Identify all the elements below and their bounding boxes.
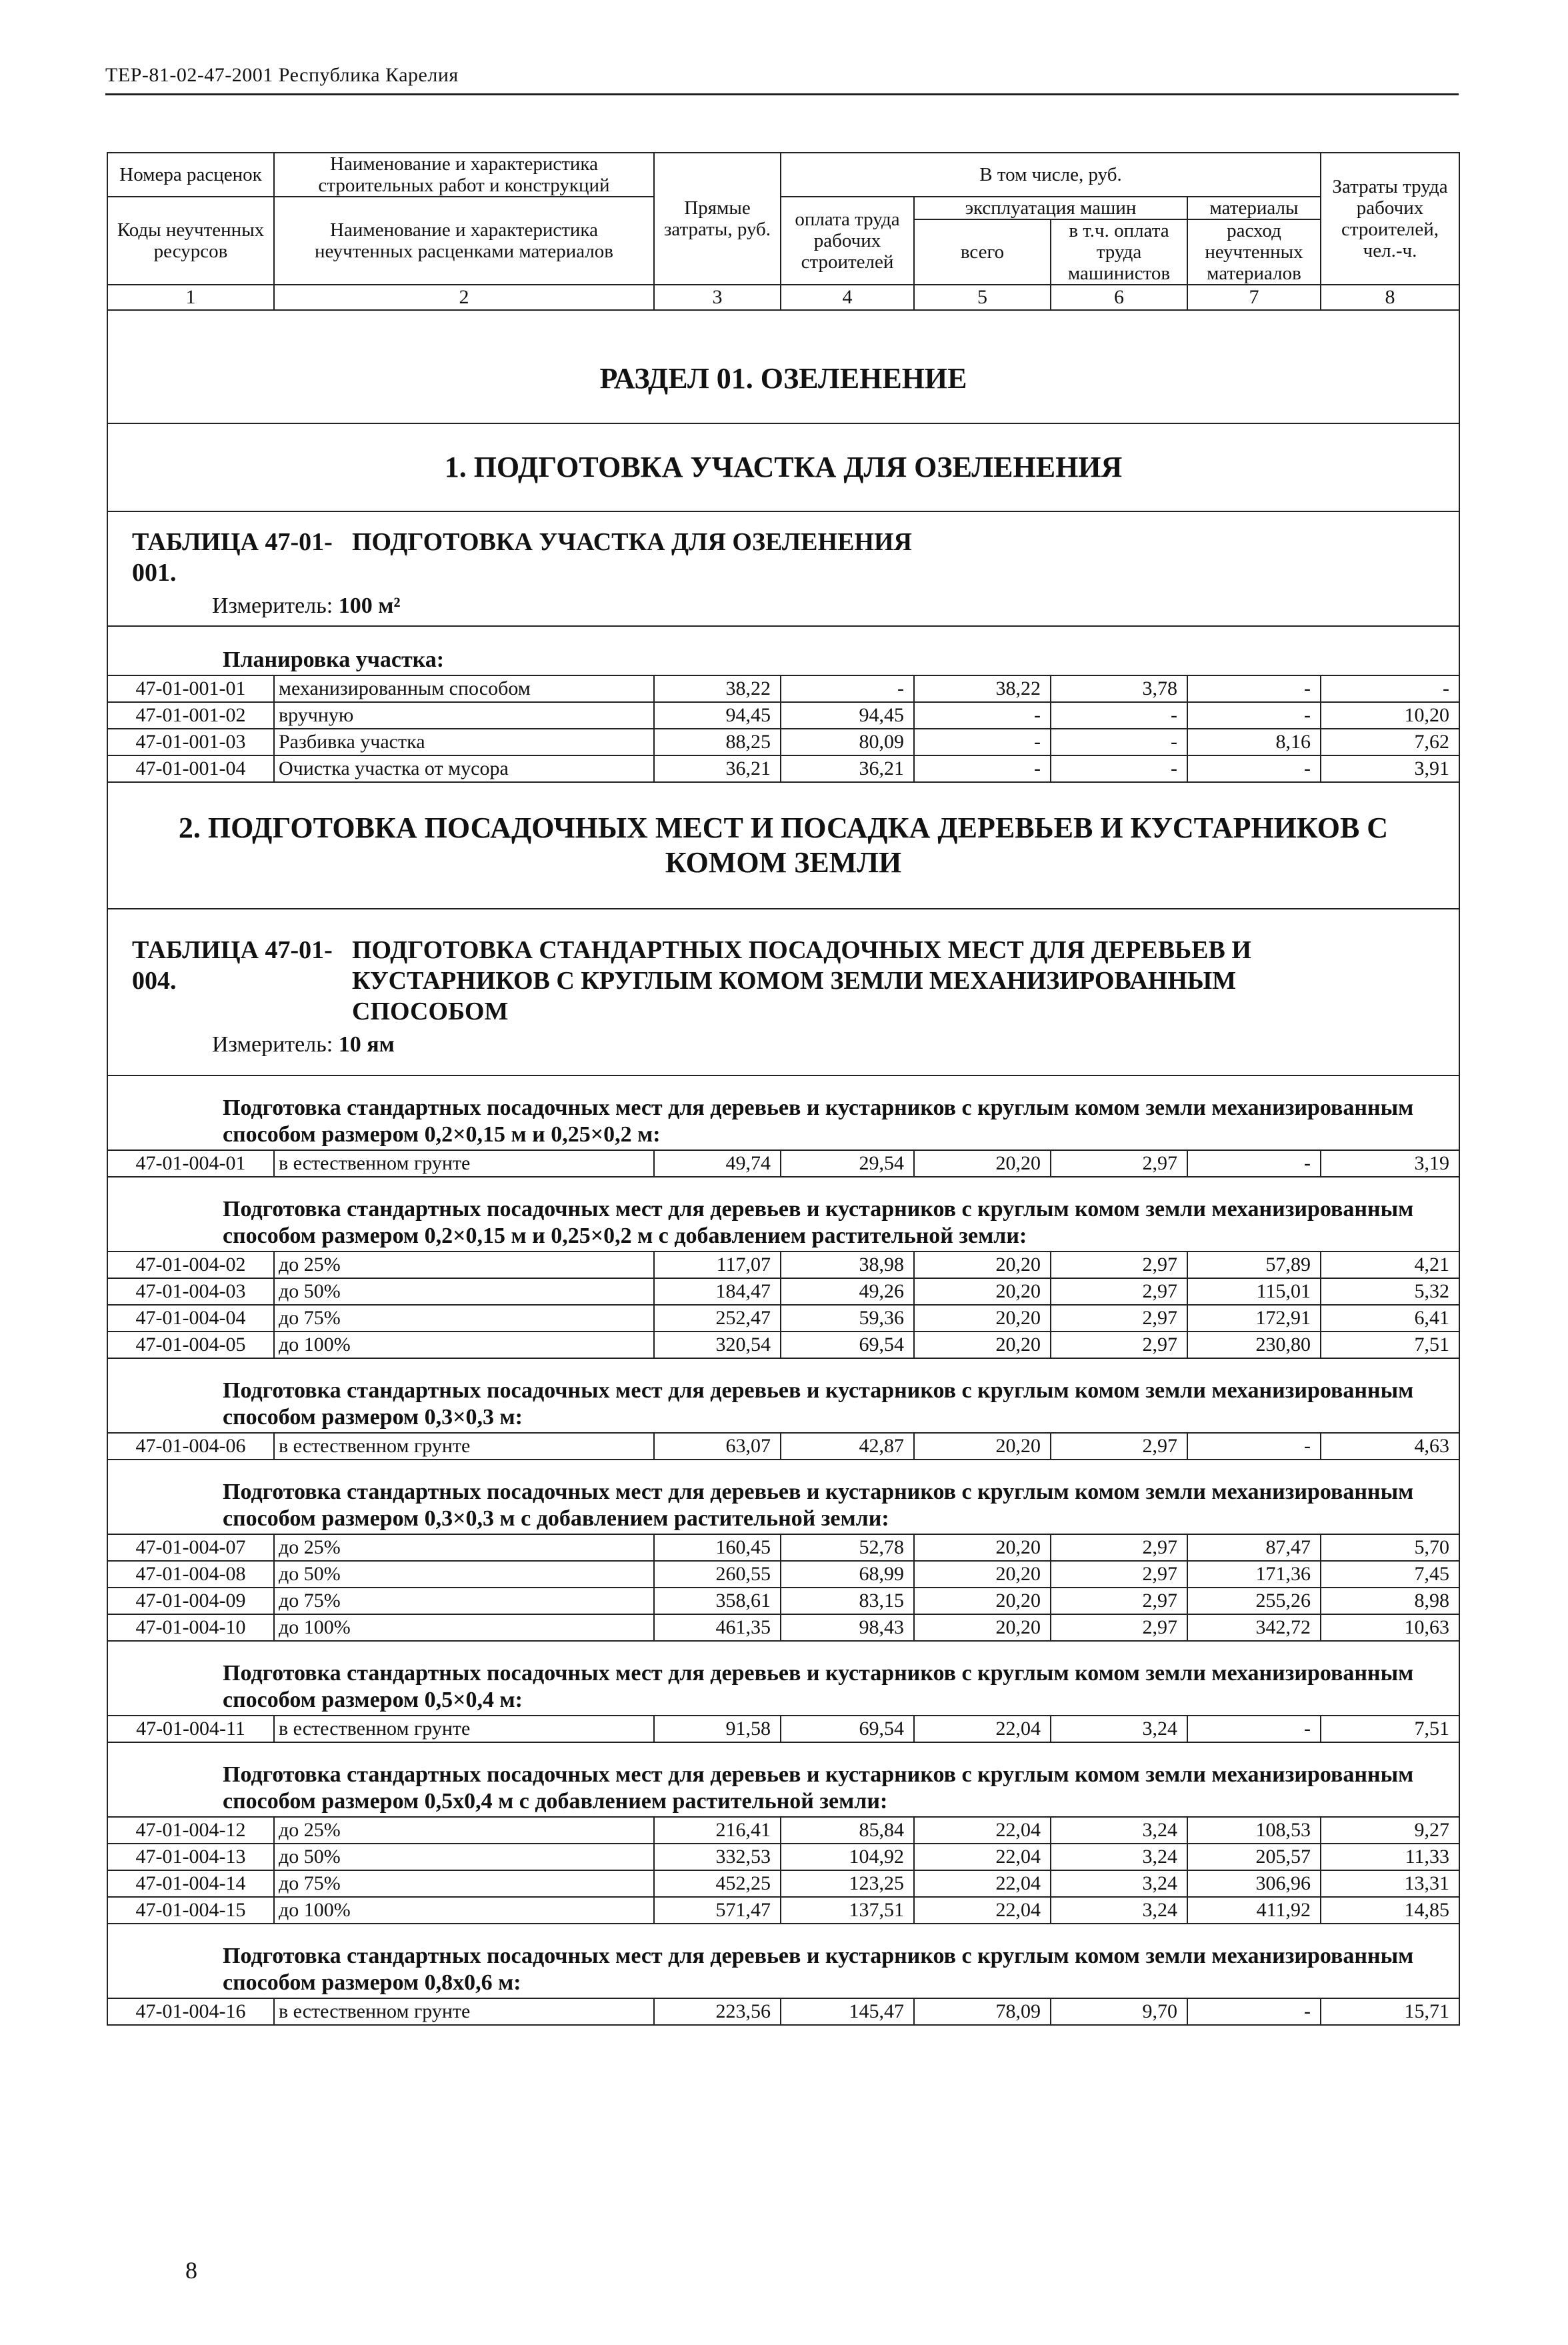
table-row xyxy=(107,1817,1459,1844)
work-name: вручную xyxy=(274,702,654,729)
work-name: до 25% xyxy=(274,1252,654,1278)
group-heading: Подготовка стандартных посадочных мест для деревьев и кустарников с круглым комом земли механизированным способом размером 0,5x0,4 м с добавлением растительной земли: xyxy=(107,1742,1459,1817)
cost-value: 4,21 xyxy=(1321,1252,1459,1278)
header-group: В том числе, руб. xyxy=(781,153,1321,197)
rate-code: 47-01-004-12 xyxy=(107,1817,274,1844)
header-col7: расход неучтенных материалов xyxy=(1187,219,1321,285)
work-name: до 50% xyxy=(274,1278,654,1305)
cost-value: - xyxy=(1187,1716,1321,1742)
cost-value: 216,41 xyxy=(654,1817,781,1844)
cost-value: 3,24 xyxy=(1051,1870,1187,1897)
rate-code: 47-01-004-04 xyxy=(107,1305,274,1332)
cost-value: 5,32 xyxy=(1321,1278,1459,1305)
header-col2-bottom: Наименование и характеристика неучтенных расценками материалов xyxy=(274,197,654,285)
column-numbers-row xyxy=(107,285,1459,310)
table-row xyxy=(107,1561,1459,1588)
table-row xyxy=(107,1305,1459,1332)
cost-value: 3,91 xyxy=(1321,755,1459,782)
column-number: 4 xyxy=(781,285,914,310)
cost-value: 20,20 xyxy=(914,1534,1051,1561)
group-heading: Подготовка стандартных посадочных мест для деревьев и кустарников с круглым комом земли механизированным способом размером 0,8x0,6 м: xyxy=(107,1924,1459,1998)
header-machines: эксплуатация машин xyxy=(914,197,1187,219)
cost-value: 2,97 xyxy=(1051,1433,1187,1460)
work-name: до 50% xyxy=(274,1561,654,1588)
table-row xyxy=(107,755,1459,782)
cost-value: 3,19 xyxy=(1321,1150,1459,1177)
group-heading: Подготовка стандартных посадочных мест для деревьев и кустарников с круглым комом земли механизированным способом размером 0,3×0,3 м: xyxy=(107,1358,1459,1433)
measure-unit xyxy=(212,1033,1445,1056)
header-col8: Затраты труда рабочих строителей, чел.-ч. xyxy=(1321,153,1459,285)
cost-value: 104,92 xyxy=(781,1844,914,1870)
work-name: до 50% xyxy=(274,1844,654,1870)
header-col6: в т.ч. оплата труда машинистов xyxy=(1051,219,1187,285)
cost-value: - xyxy=(1187,1150,1321,1177)
group-heading: Подготовка стандартных посадочных мест для деревьев и кустарников с круглым комом земли механизированным способом размером 0,2×0,15 м и 0,25×0,2 м с добавлением растительной земли: xyxy=(107,1177,1459,1252)
cost-value: 83,15 xyxy=(781,1588,914,1614)
work-name: до 100% xyxy=(274,1614,654,1641)
table-row xyxy=(107,1614,1459,1641)
cost-value: 94,45 xyxy=(781,702,914,729)
cost-value: 49,26 xyxy=(781,1278,914,1305)
cost-value: - xyxy=(1187,1998,1321,2025)
column-number: 3 xyxy=(654,285,781,310)
column-number: 1 xyxy=(107,285,274,310)
cost-value: 22,04 xyxy=(914,1870,1051,1897)
cost-value: 29,54 xyxy=(781,1150,914,1177)
cost-value: 38,22 xyxy=(914,675,1051,702)
rate-code: 47-01-004-13 xyxy=(107,1844,274,1870)
cost-value: 205,57 xyxy=(1187,1844,1321,1870)
measure-label: Измеритель: xyxy=(212,593,333,618)
cost-value: 172,91 xyxy=(1187,1305,1321,1332)
work-name: Разбивка участка xyxy=(274,729,654,755)
cost-value: 137,51 xyxy=(781,1897,914,1924)
cost-value: 5,70 xyxy=(1321,1534,1459,1561)
cost-value: 3,24 xyxy=(1051,1897,1187,1924)
cost-value: 80,09 xyxy=(781,729,914,755)
cost-value: 160,45 xyxy=(654,1534,781,1561)
cost-value: 306,96 xyxy=(1187,1870,1321,1897)
cost-value: 11,33 xyxy=(1321,1844,1459,1870)
cost-value: 7,62 xyxy=(1321,729,1459,755)
cost-value: 87,47 xyxy=(1187,1534,1321,1561)
table-heading xyxy=(107,511,1459,626)
table-label: ТАБЛИЦА 47-01-004. xyxy=(132,936,333,995)
cost-value: 20,20 xyxy=(914,1561,1051,1588)
cost-value: - xyxy=(1051,702,1187,729)
rate-code: 47-01-001-03 xyxy=(107,729,274,755)
cost-value: 63,07 xyxy=(654,1433,781,1460)
rate-code: 47-01-004-07 xyxy=(107,1534,274,1561)
cost-value: 78,09 xyxy=(914,1998,1051,2025)
cost-value: 13,31 xyxy=(1321,1870,1459,1897)
group-heading: Планировка участка: xyxy=(107,626,1459,675)
cost-value: 3,24 xyxy=(1051,1817,1187,1844)
measure-label: Измеритель: xyxy=(212,1032,333,1057)
group-heading: Подготовка стандартных посадочных мест для деревьев и кустарников с круглым комом земли механизированным способом размером 0,3×0,3 м с добавлением растительной земли: xyxy=(107,1460,1459,1534)
rate-code: 47-01-004-06 xyxy=(107,1433,274,1460)
cost-value: 171,36 xyxy=(1187,1561,1321,1588)
cost-value: 4,63 xyxy=(1321,1433,1459,1460)
section-title: РАЗДЕЛ 01. ОЗЕЛЕНЕНИЕ xyxy=(107,310,1459,423)
cost-value: 411,92 xyxy=(1187,1897,1321,1924)
table-row xyxy=(107,1897,1459,1924)
rate-code: 47-01-001-01 xyxy=(107,675,274,702)
cost-value: 123,25 xyxy=(781,1870,914,1897)
rate-code: 47-01-001-02 xyxy=(107,702,274,729)
rate-code: 47-01-004-14 xyxy=(107,1870,274,1897)
cost-value: 22,04 xyxy=(914,1897,1051,1924)
rates-table xyxy=(107,152,1460,2026)
cost-value: - xyxy=(914,702,1051,729)
cost-value: 36,21 xyxy=(781,755,914,782)
cost-value: - xyxy=(1187,1433,1321,1460)
header-col2-top: Наименование и характеристика строительных работ и конструкций xyxy=(274,153,654,197)
work-name: механизированным способом xyxy=(274,675,654,702)
cost-value: 342,72 xyxy=(1187,1614,1321,1641)
rate-code: 47-01-004-15 xyxy=(107,1897,274,1924)
rate-code: 47-01-004-16 xyxy=(107,1998,274,2025)
cost-value: 7,51 xyxy=(1321,1332,1459,1358)
cost-value: 332,53 xyxy=(654,1844,781,1870)
cost-value: 6,41 xyxy=(1321,1305,1459,1332)
running-header: ТЕР-81-02-47-2001 Республика Карелия xyxy=(105,64,459,86)
cost-value: 52,78 xyxy=(781,1534,914,1561)
rate-code: 47-01-004-01 xyxy=(107,1150,274,1177)
table-row xyxy=(107,1433,1459,1460)
rate-code: 47-01-004-02 xyxy=(107,1252,274,1278)
cost-value: 94,45 xyxy=(654,702,781,729)
cost-value: 2,97 xyxy=(1051,1614,1187,1641)
measure-unit xyxy=(212,595,1445,617)
header-col1-bottom: Коды неучтенных ресурсов xyxy=(107,197,274,285)
cost-value: - xyxy=(914,729,1051,755)
cost-value: 68,99 xyxy=(781,1561,914,1588)
work-name: до 75% xyxy=(274,1870,654,1897)
work-name: в естественном грунте xyxy=(274,1716,654,1742)
cost-value: 358,61 xyxy=(654,1588,781,1614)
cost-value: - xyxy=(1187,702,1321,729)
cost-value: 14,85 xyxy=(1321,1897,1459,1924)
cost-value: 230,80 xyxy=(1187,1332,1321,1358)
cost-value: 2,97 xyxy=(1051,1150,1187,1177)
header-materials: материалы xyxy=(1187,197,1321,219)
work-name: до 75% xyxy=(274,1305,654,1332)
cost-value: 3,24 xyxy=(1051,1844,1187,1870)
rate-code: 47-01-004-03 xyxy=(107,1278,274,1305)
header-rule xyxy=(105,93,1459,95)
cost-value: - xyxy=(1187,755,1321,782)
work-name: в естественном грунте xyxy=(274,1150,654,1177)
cost-value: - xyxy=(1051,755,1187,782)
cost-value: 38,98 xyxy=(781,1252,914,1278)
cost-value: 260,55 xyxy=(654,1561,781,1588)
work-name: Очистка участка от мусора xyxy=(274,755,654,782)
table-row xyxy=(107,702,1459,729)
work-name: в естественном грунте xyxy=(274,1433,654,1460)
subsection-title: 1. ПОДГОТОВКА УЧАСТКА ДЛЯ ОЗЕЛЕНЕНИЯ xyxy=(107,423,1459,511)
cost-value: 8,98 xyxy=(1321,1588,1459,1614)
cost-value: 223,56 xyxy=(654,1998,781,2025)
page-number: 8 xyxy=(185,2257,197,2284)
cost-value: 22,04 xyxy=(914,1817,1051,1844)
cost-value: - xyxy=(1187,675,1321,702)
cost-value: 2,97 xyxy=(1051,1534,1187,1561)
cost-value: 22,04 xyxy=(914,1716,1051,1742)
table-title: ПОДГОТОВКА СТАНДАРТНЫХ ПОСАДОЧНЫХ МЕСТ ДЛЯ ДЕРЕВЬЕВ И КУСТАРНИКОВ С КРУГЛЫМ КОМОМ ЗЕМЛИ МЕХАНИЗИРОВАННЫМ СПОСОБОМ xyxy=(352,936,1251,1025)
cost-value: 85,84 xyxy=(781,1817,914,1844)
table-row xyxy=(107,675,1459,702)
table-row xyxy=(107,1278,1459,1305)
cost-value: 15,71 xyxy=(1321,1998,1459,2025)
cost-value: 20,20 xyxy=(914,1278,1051,1305)
group-heading: Подготовка стандартных посадочных мест для деревьев и кустарников с круглым комом земли механизированным способом размером 0,2×0,15 м и 0,25×0,2 м: xyxy=(107,1075,1459,1150)
column-number: 2 xyxy=(274,285,654,310)
cost-value: - xyxy=(1321,675,1459,702)
table-row xyxy=(107,729,1459,755)
cost-value: 38,22 xyxy=(654,675,781,702)
subsection-title: 2. ПОДГОТОВКА ПОСАДОЧНЫХ МЕСТ И ПОСАДКА ДЕРЕВЬЕВ И КУСТАРНИКОВ С КОМОМ ЗЕМЛИ xyxy=(107,782,1459,909)
cost-value: 20,20 xyxy=(914,1150,1051,1177)
cost-value: 115,01 xyxy=(1187,1278,1321,1305)
cost-value: - xyxy=(1051,729,1187,755)
header-col5: всего xyxy=(914,219,1051,285)
cost-value: 184,47 xyxy=(654,1278,781,1305)
table-row xyxy=(107,1534,1459,1561)
column-number: 8 xyxy=(1321,285,1459,310)
header-col1-top: Номера расценок xyxy=(107,153,274,197)
column-number: 7 xyxy=(1187,285,1321,310)
cost-value: 461,35 xyxy=(654,1614,781,1641)
column-number: 6 xyxy=(1051,285,1187,310)
table-row xyxy=(107,1332,1459,1358)
header-col3: Прямые затраты, руб. xyxy=(654,153,781,285)
cost-value: 91,58 xyxy=(654,1716,781,1742)
cost-value: 20,20 xyxy=(914,1305,1051,1332)
table-row xyxy=(107,1588,1459,1614)
cost-value: 117,07 xyxy=(654,1252,781,1278)
rate-code: 47-01-004-05 xyxy=(107,1332,274,1358)
cost-value: - xyxy=(781,675,914,702)
cost-value: 320,54 xyxy=(654,1332,781,1358)
cost-value: 2,97 xyxy=(1051,1252,1187,1278)
cost-value: 571,47 xyxy=(654,1897,781,1924)
cost-value: 22,04 xyxy=(914,1844,1051,1870)
group-heading: Подготовка стандартных посадочных мест для деревьев и кустарников с круглым комом земли механизированным способом размером 0,5×0,4 м: xyxy=(107,1641,1459,1716)
cost-value: 10,63 xyxy=(1321,1614,1459,1641)
column-number: 5 xyxy=(914,285,1051,310)
cost-value: 2,97 xyxy=(1051,1561,1187,1588)
cost-value: 20,20 xyxy=(914,1332,1051,1358)
cost-value: - xyxy=(914,755,1051,782)
rate-code: 47-01-004-08 xyxy=(107,1561,274,1588)
cost-value: 145,47 xyxy=(781,1998,914,2025)
cost-value: 9,27 xyxy=(1321,1817,1459,1844)
cost-value: 2,97 xyxy=(1051,1588,1187,1614)
rate-code: 47-01-004-10 xyxy=(107,1614,274,1641)
cost-value: 252,47 xyxy=(654,1305,781,1332)
cost-value: 59,36 xyxy=(781,1305,914,1332)
cost-value: 69,54 xyxy=(781,1332,914,1358)
table-row xyxy=(107,1150,1459,1177)
cost-value: 69,54 xyxy=(781,1716,914,1742)
cost-value: 88,25 xyxy=(654,729,781,755)
header-col4: оплата труда рабочих строителей xyxy=(781,197,914,285)
measure-value: 100 м² xyxy=(338,593,401,618)
cost-value: 98,43 xyxy=(781,1614,914,1641)
cost-value: 2,97 xyxy=(1051,1278,1187,1305)
work-name: до 75% xyxy=(274,1588,654,1614)
cost-value: 2,97 xyxy=(1051,1332,1187,1358)
cost-value: 49,74 xyxy=(654,1150,781,1177)
cost-value: 20,20 xyxy=(914,1252,1051,1278)
work-name: до 100% xyxy=(274,1897,654,1924)
cost-value: 255,26 xyxy=(1187,1588,1321,1614)
table-row xyxy=(107,1252,1459,1278)
cost-value: 7,45 xyxy=(1321,1561,1459,1588)
cost-value: 452,25 xyxy=(654,1870,781,1897)
cost-value: 36,21 xyxy=(654,755,781,782)
cost-value: 20,20 xyxy=(914,1433,1051,1460)
table-title: ПОДГОТОВКА УЧАСТКА ДЛЯ ОЗЕЛЕНЕНИЯ xyxy=(352,528,912,556)
work-name: до 100% xyxy=(274,1332,654,1358)
measure-value: 10 ям xyxy=(338,1032,395,1057)
cost-value: 108,53 xyxy=(1187,1817,1321,1844)
cost-value: 57,89 xyxy=(1187,1252,1321,1278)
rates-page xyxy=(107,152,1459,2026)
rate-code: 47-01-004-09 xyxy=(107,1588,274,1614)
table-row xyxy=(107,1844,1459,1870)
table-row xyxy=(107,1998,1459,2025)
cost-value: 9,70 xyxy=(1051,1998,1187,2025)
rate-code: 47-01-004-11 xyxy=(107,1716,274,1742)
cost-value: 20,20 xyxy=(914,1614,1051,1641)
table-row xyxy=(107,1870,1459,1897)
cost-value: 3,78 xyxy=(1051,675,1187,702)
work-name: до 25% xyxy=(274,1817,654,1844)
cost-value: 20,20 xyxy=(914,1588,1051,1614)
cost-value: 2,97 xyxy=(1051,1305,1187,1332)
work-name: до 25% xyxy=(274,1534,654,1561)
cost-value: 10,20 xyxy=(1321,702,1459,729)
work-name: в естественном грунте xyxy=(274,1998,654,2025)
cost-value: 7,51 xyxy=(1321,1716,1459,1742)
cost-value: 3,24 xyxy=(1051,1716,1187,1742)
rate-code: 47-01-001-04 xyxy=(107,755,274,782)
cost-value: 8,16 xyxy=(1187,729,1321,755)
table-label: ТАБЛИЦА 47-01-001. xyxy=(132,528,333,587)
cost-value: 42,87 xyxy=(781,1433,914,1460)
table-heading xyxy=(107,909,1459,1075)
table-row xyxy=(107,1716,1459,1742)
